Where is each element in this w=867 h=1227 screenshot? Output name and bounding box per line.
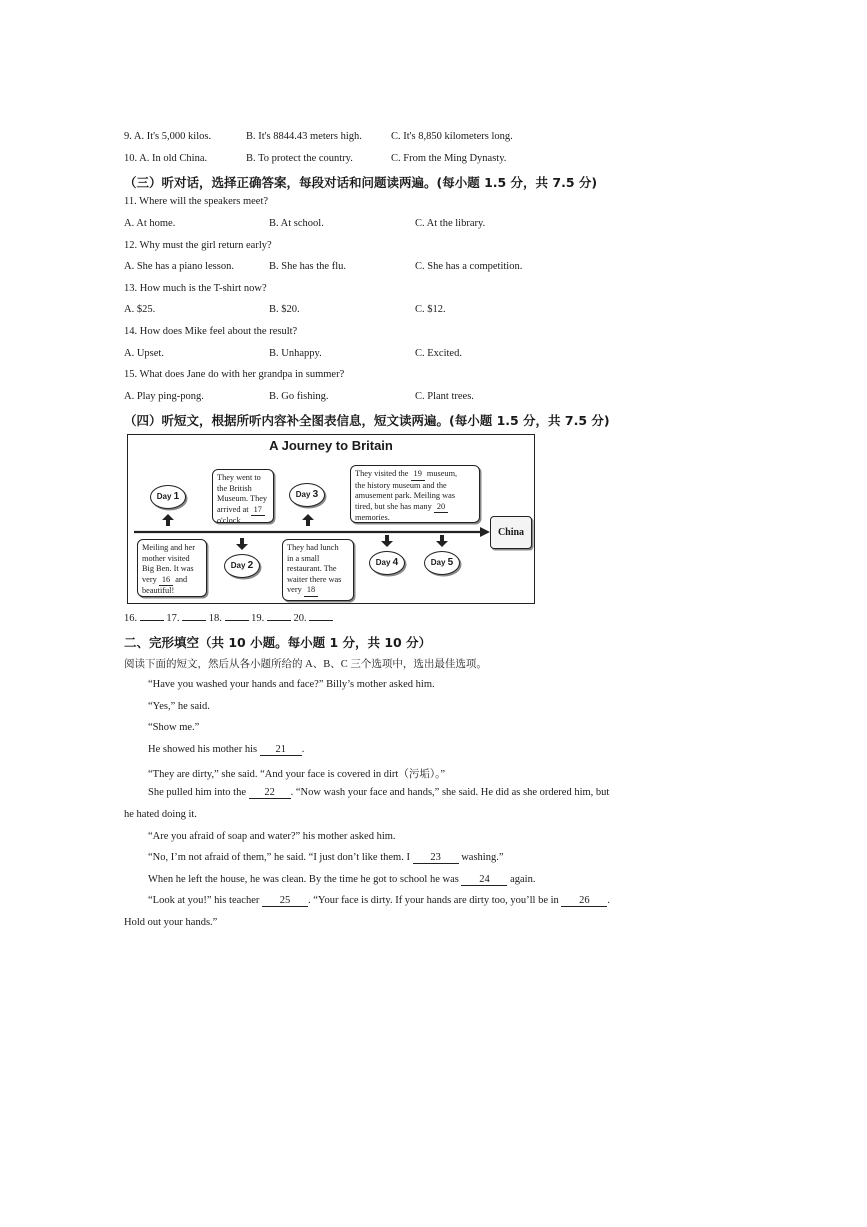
- q13-stem: 13. How much is the T-shirt now?: [124, 283, 267, 294]
- cloze-blank-26[interactable]: 26: [561, 895, 607, 907]
- day-number: 1: [173, 491, 180, 502]
- cloze-heading: 二、完形填空（共 10 小题。每小题 1 分，共 10 分）: [124, 635, 432, 650]
- q10-option-b: B. To protect the country.: [246, 153, 353, 164]
- q15-option-c: C. Plant trees.: [415, 391, 474, 402]
- cloze-blank-24[interactable]: 24: [461, 874, 507, 886]
- answer-blank-16[interactable]: [140, 620, 164, 621]
- box-line: Museum. They: [217, 494, 268, 503]
- text: .: [301, 744, 305, 755]
- china-box: China: [490, 516, 532, 549]
- q12-stem: 12. Why must the girl return early?: [124, 240, 272, 251]
- blank-17[interactable]: 17: [251, 505, 265, 517]
- cloze-p1: “Have you washed your hands and face?” Billy’s mother asked him.: [148, 679, 435, 690]
- cloze-p9: [148, 874, 535, 886]
- day1-box: [137, 539, 207, 597]
- answer-label-16: 16.: [124, 613, 138, 624]
- up-arrow-icon: [302, 514, 314, 526]
- up-arrow-icon: [162, 514, 174, 526]
- day-word: Day: [156, 492, 172, 501]
- day-word: Day: [295, 490, 311, 499]
- blank-19[interactable]: 19: [411, 469, 425, 481]
- section4-heading: （四）听短文，根据所听内容补全图表信息，短文读两遍。(每小题 1.5 分，共 7.5 分): [124, 413, 610, 428]
- down-arrow-icon: [436, 535, 448, 547]
- blank-16[interactable]: 16: [159, 575, 173, 587]
- box-line: o'clock.: [217, 516, 243, 525]
- box-line: restaurant. The: [287, 564, 337, 573]
- q13-option-c: C. $12.: [415, 304, 446, 315]
- q9-option-b: B. It's 8844.43 meters high.: [246, 131, 362, 142]
- text: again.: [510, 874, 536, 885]
- answer-label-19: 19.: [251, 613, 265, 624]
- box-line: Meiling and her: [142, 543, 195, 552]
- cloze-p10: [148, 895, 610, 907]
- blank-20[interactable]: 20: [434, 502, 448, 514]
- day-number: 3: [312, 489, 319, 500]
- q10-option-c: C. From the Ming Dynasty.: [391, 153, 507, 164]
- day1-oval: [150, 485, 186, 509]
- box-line: amusement park. Meiling was: [355, 491, 456, 500]
- day45-box: [350, 465, 480, 523]
- box-line: They had lunch: [287, 543, 339, 552]
- diagram-title: A Journey to Britain: [269, 438, 393, 453]
- cloze-blank-21[interactable]: 21: [260, 744, 302, 756]
- cloze-instruction: 阅读下面的短文，然后从各小题所给的 A、B、C 三个选项中，选出最佳选项。: [124, 659, 487, 670]
- day-number: 5: [447, 557, 454, 568]
- day3-box: [282, 539, 354, 601]
- box-line: the history museum and the: [355, 480, 447, 490]
- cloze-blank-25[interactable]: 25: [262, 895, 308, 907]
- q14-option-a: A. Upset.: [124, 348, 164, 359]
- box-text: museum,: [426, 469, 458, 478]
- q11-option-a: A. At home.: [124, 218, 176, 229]
- q9-option-c: C. It's 8,850 kilometers long.: [391, 131, 513, 142]
- text: . “Now wash your face and hands,” she said. He did as she ordered him, but: [290, 787, 610, 798]
- box-text: arrived at: [217, 504, 249, 514]
- text: “They are dirty,” she said. “And your face is covered in dirt: [148, 769, 399, 780]
- day-word: Day: [230, 561, 246, 570]
- cloze-p5: [148, 766, 445, 781]
- text: .: [607, 895, 611, 906]
- day2-box: [212, 469, 274, 523]
- q11-option-c: C. At the library.: [415, 218, 486, 229]
- box-line: They went to: [217, 473, 261, 482]
- box-text: very: [142, 574, 157, 584]
- q15-option-a: A. Play ping-pong.: [124, 391, 204, 402]
- q13-option-a: A. $25.: [124, 304, 156, 315]
- q14-option-b: B. Unhappy.: [269, 348, 322, 359]
- answer-blank-17[interactable]: [182, 620, 206, 621]
- day4-oval: [369, 551, 405, 575]
- day-number: 2: [247, 560, 254, 571]
- q15-stem: 15. What does Jane do with her grandpa in summer?: [124, 369, 345, 380]
- day-word: Day: [375, 558, 391, 567]
- text: He showed his mother his: [148, 744, 258, 755]
- q12-option-b: B. She has the flu.: [269, 261, 346, 272]
- box-line: [287, 585, 349, 597]
- box-line: [217, 505, 269, 517]
- day-number: 4: [392, 557, 399, 568]
- cloze-p6: [148, 787, 609, 799]
- cloze-p3: “Show me.”: [148, 722, 200, 733]
- box-line: mother visited: [142, 553, 190, 563]
- q11-option-b: B. At school.: [269, 218, 324, 229]
- section3-heading: （三）听对话，选择正确答案，每段对话和问题读两遍。(每小题 1.5 分，共 7.5 分): [124, 175, 598, 190]
- cloze-p4: [148, 744, 304, 756]
- answer-blank-18[interactable]: [225, 620, 249, 621]
- answer-blank-20[interactable]: [309, 620, 333, 621]
- text: washing.”: [461, 852, 504, 863]
- box-line: beautiful!: [142, 586, 175, 595]
- box-line: [355, 469, 475, 481]
- text: She pulled him into the: [148, 787, 246, 798]
- box-text: tired, but she has many: [355, 501, 432, 511]
- text: When he left the house, he was clean. By the time he got to school he was: [148, 874, 459, 885]
- q10-option-a: 10. A. In old China.: [124, 153, 208, 164]
- q11-stem: 11. Where will the speakers meet?: [124, 196, 269, 207]
- day2-oval: [224, 554, 260, 578]
- answer-line-16-20: [124, 613, 333, 624]
- text: （污垢）。”: [398, 769, 446, 780]
- q15-option-b: B. Go fishing.: [269, 391, 329, 402]
- q13-option-b: B. $20.: [269, 304, 300, 315]
- down-arrow-icon: [381, 535, 393, 547]
- box-line: [355, 502, 475, 514]
- box-line: in a small: [287, 553, 320, 563]
- box-text: and: [175, 574, 188, 584]
- text: “No, I’m not afraid of them,” he said. “I just don’t like them. I: [148, 852, 410, 863]
- cloze-p6-cont: he hated doing it.: [124, 809, 197, 820]
- box-line: Big Ben. It was: [142, 564, 194, 573]
- text: “Look at you!” his teacher: [148, 895, 260, 906]
- cloze-p2: “Yes,” he said.: [148, 701, 210, 712]
- q12-option-c: C. She has a competition.: [415, 261, 523, 272]
- cloze-blank-22[interactable]: 22: [249, 787, 291, 799]
- cloze-p8: [148, 852, 504, 864]
- q12-option-a: A. She has a piano lesson.: [124, 261, 234, 272]
- box-line: memories.: [355, 513, 390, 522]
- box-line: [142, 575, 202, 587]
- answer-label-17: 17.: [166, 613, 180, 624]
- text: . “Your face is dirty. If your hands are dirty too, you’ll be in: [308, 895, 559, 906]
- answer-label-18: 18.: [208, 613, 222, 624]
- journey-diagram: [127, 434, 535, 604]
- q14-stem: 14. How does Mike feel about the result?: [124, 326, 298, 337]
- blank-18[interactable]: 18: [304, 585, 318, 597]
- answer-blank-19[interactable]: [267, 620, 291, 621]
- box-line: waiter there was: [287, 574, 342, 584]
- box-text: They visited the: [355, 469, 409, 478]
- cloze-p10-cont: Hold out your hands.”: [124, 917, 218, 928]
- down-arrow-icon: [236, 538, 248, 550]
- box-line: the British: [217, 483, 252, 493]
- day3-oval: [289, 483, 325, 507]
- q9-option-a: 9. A. It's 5,000 kilos.: [124, 131, 212, 142]
- cloze-blank-23[interactable]: 23: [413, 852, 459, 864]
- day5-oval: [424, 551, 460, 575]
- day-word: Day: [430, 558, 446, 567]
- q14-option-c: C. Excited.: [415, 348, 462, 359]
- answer-label-20: 20.: [293, 613, 307, 624]
- cloze-p7: “Are you afraid of soap and water?” his mother asked him.: [148, 831, 396, 842]
- box-text: very: [287, 585, 302, 594]
